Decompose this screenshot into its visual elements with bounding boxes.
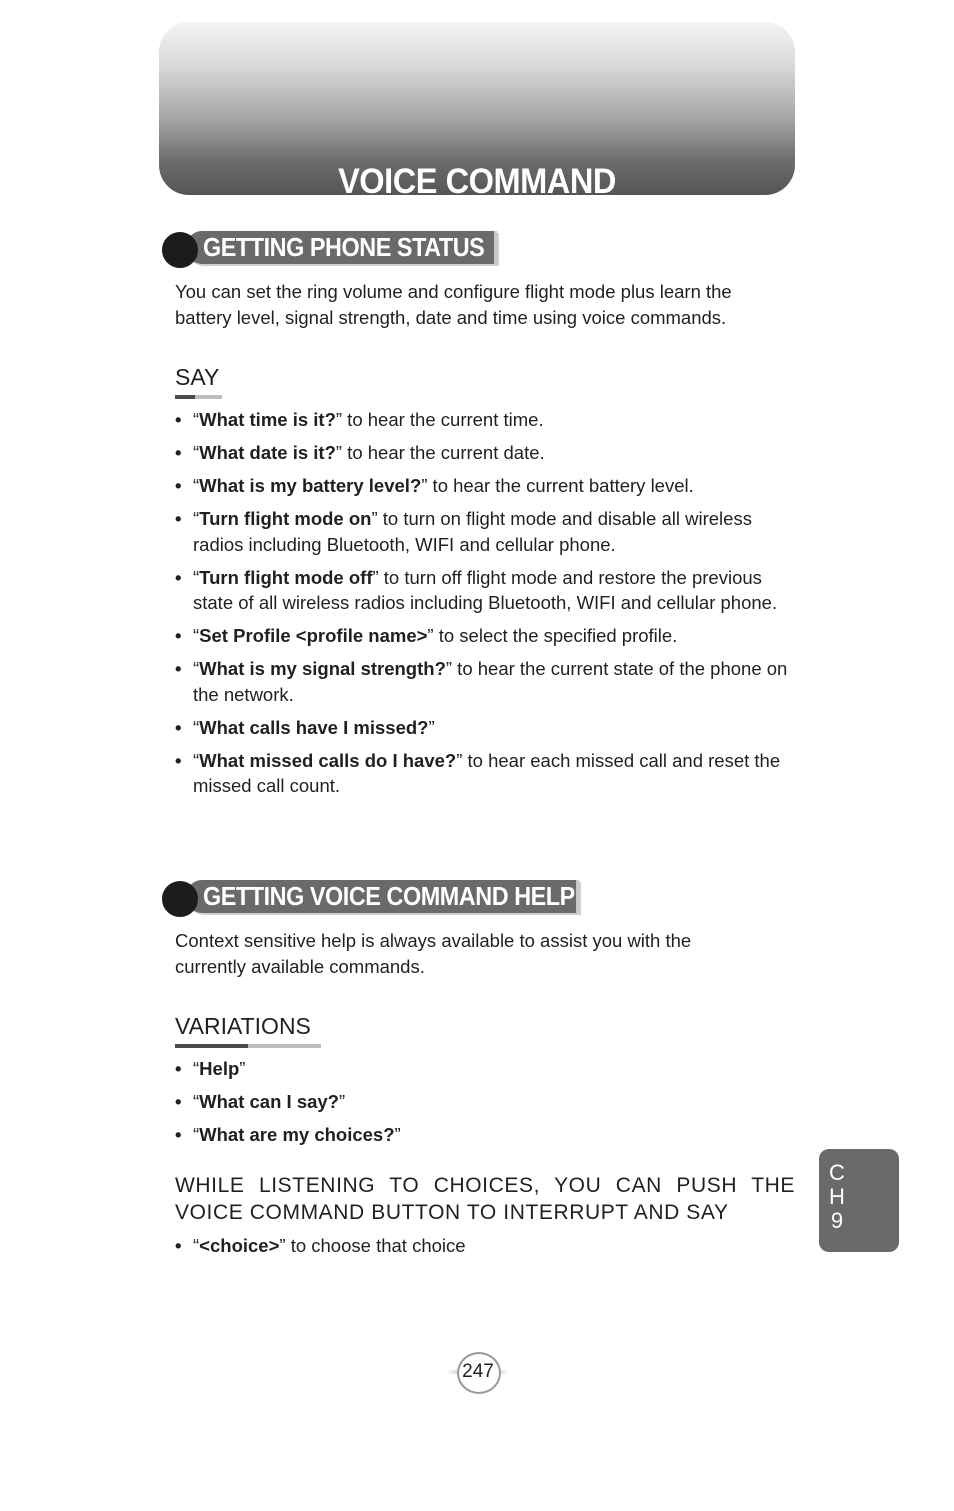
command-description: to turn off flight mode and restore the previous state of all wireless radios including Bluetooth, WIFI and cellular phone. — [193, 566, 778, 613]
chapter-tab-label — [827, 1161, 847, 1233]
command-description: to turn on flight mode and disable all wireless radios including Bluetooth, WIFI and cellular phone. — [193, 508, 752, 555]
chapter-tab — [819, 1149, 899, 1252]
page-number-badge — [447, 1352, 509, 1392]
choice-command-list — [175, 1233, 800, 1266]
list-item: • “What calls have I missed?” — [175, 715, 800, 741]
chapter-tab-letter: H — [829, 1184, 845, 1209]
variations-command-list — [175, 1056, 800, 1155]
command-phrase: Turn flight mode on — [199, 508, 372, 529]
chapter-header-banner — [159, 22, 795, 201]
interrupt-heading: WHILE LISTENING TO CHOICES, YOU CAN PUSH THE VOICE COMMAND BUTTON TO INTERRUPT AND SAY — [175, 1174, 795, 1224]
list-item: • “Turn flight mode on” to turn on flight mode and disable all wireless radios including Bluetooth, WIFI and cellular phone. — [175, 506, 800, 557]
subheading-underline — [175, 1044, 321, 1048]
section-intro — [175, 928, 795, 980]
command-description: to hear each missed call and reset the missed call count. — [193, 749, 781, 796]
command-phrase: What can I say? — [199, 1091, 339, 1112]
section-heading-voice-help — [160, 879, 580, 917]
chapter-tab-letter: C — [829, 1160, 845, 1185]
command-phrase: What date is it? — [199, 442, 336, 463]
section-title: GETTING PHONE STATUS — [203, 232, 485, 262]
command-description: to hear the current date. — [342, 442, 545, 463]
list-item: • “What are my choices?” — [175, 1122, 800, 1148]
command-description: to hear the current state of the phone on the network. — [193, 658, 788, 705]
command-phrase: What time is it? — [199, 409, 336, 430]
command-phrase: What are my choices? — [199, 1124, 395, 1145]
command-description: to choose that choice — [285, 1235, 466, 1256]
command-phrase: Set Profile <profile name> — [199, 625, 428, 646]
subheading-say: SAY — [175, 364, 220, 390]
list-item: • “What missed calls do I have?” to hear each missed call and reset the missed call count. — [175, 748, 800, 799]
intro-line: battery level, signal strength, date and time using voice commands. — [175, 307, 727, 328]
list-item: • “What date is it?” to hear the current date. — [175, 440, 800, 466]
list-item: • “Turn flight mode off” to turn off flight mode and restore the previous state of all wireless radios including Bluetooth, WIFI and cellular phone. — [175, 565, 800, 616]
command-phrase: Turn flight mode off — [199, 566, 373, 588]
command-phrase: What calls have I missed? — [199, 716, 429, 738]
list-item: • “What is my battery level?” to hear the current battery level. — [175, 473, 800, 499]
page-title: VOICE COMMAND — [338, 162, 616, 201]
list-item: • “What can I say?” — [175, 1089, 800, 1115]
subheading-underline — [175, 395, 222, 399]
intro-line: Context sensitive help is always available to assist you with the — [175, 930, 692, 951]
list-item: • “Help” — [175, 1056, 800, 1082]
intro-line: currently available commands. — [175, 956, 425, 977]
list-item: • “Set Profile <profile name>” to select the specified profile. — [175, 623, 800, 649]
section-heading-phone-status — [160, 230, 498, 268]
list-item: • “What time is it?” to hear the current time. — [175, 407, 800, 433]
say-command-list — [175, 407, 800, 806]
command-phrase: Help — [199, 1058, 240, 1079]
section-title: GETTING VOICE COMMAND HELP — [203, 881, 575, 911]
list-item: • “<choice>” to choose that choice — [175, 1233, 800, 1259]
section-bullet-circle-icon — [162, 881, 198, 917]
intro-line: You can set the ring volume and configure flight mode plus learn the — [175, 281, 732, 302]
list-item: • “What is my signal strength?” to hear the current state of the phone on the network. — [175, 656, 800, 707]
command-phrase: What missed calls do I have? — [199, 749, 457, 771]
command-phrase: <choice> — [199, 1235, 280, 1256]
command-phrase: What is my battery level? — [199, 475, 422, 496]
chapter-tab-number: 9 — [830, 1208, 844, 1233]
subheading-variations: VARIATIONS — [175, 1013, 311, 1039]
command-phrase: What is my signal strength? — [199, 658, 446, 679]
section-intro — [175, 279, 795, 331]
command-description: to select the specified profile. — [433, 625, 678, 646]
command-description: to hear the current battery level. — [427, 475, 694, 496]
page-number: 247 — [462, 1361, 494, 1382]
section-bullet-circle-icon — [162, 232, 198, 268]
command-description: to hear the current time. — [342, 409, 544, 430]
